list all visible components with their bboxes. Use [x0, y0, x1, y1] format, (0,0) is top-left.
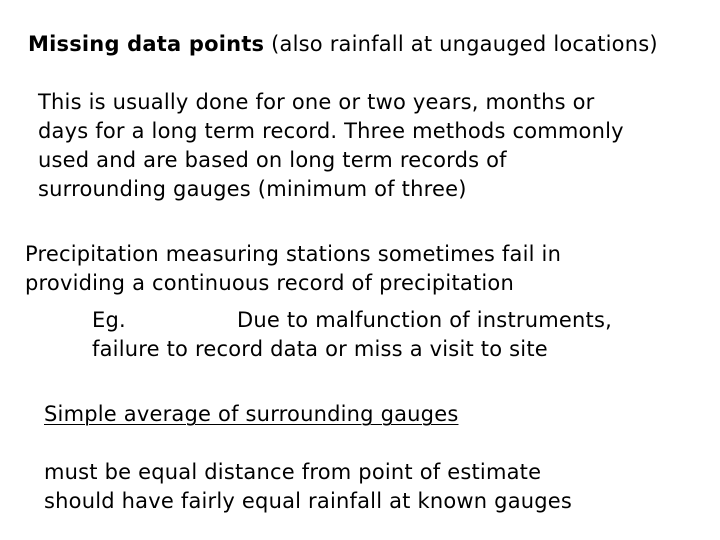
example-line-1: Due to malfunction of instruments,	[237, 308, 612, 332]
condition-line-2: should have fairly equal rainfall at known gauges	[44, 489, 573, 513]
para1-line-4: surrounding gauges (minimum of three)	[38, 177, 467, 201]
method-heading: Simple average of surrounding gauges	[44, 402, 459, 426]
example-line-2: failure to record data or miss a visit to site	[92, 337, 548, 361]
para1-line-3: used and are based on long term records of	[38, 148, 507, 172]
title-rest: (also rainfall at ungauged locations)	[264, 32, 658, 56]
para1-line-1: This is usually done for one or two years, months or	[38, 90, 595, 114]
title-bold: Missing data points	[28, 32, 265, 56]
condition-line-1: must be equal distance from point of estimate	[44, 460, 542, 484]
para2-line-1: Precipitation measuring stations sometimes fail in	[25, 242, 562, 266]
para1-line-2: days for a long term record. Three methods commonly	[38, 119, 624, 143]
para2-line-2: providing a continuous record of precipitation	[25, 271, 514, 295]
example-prefix: Eg.	[92, 308, 126, 332]
title	[28, 34, 658, 55]
